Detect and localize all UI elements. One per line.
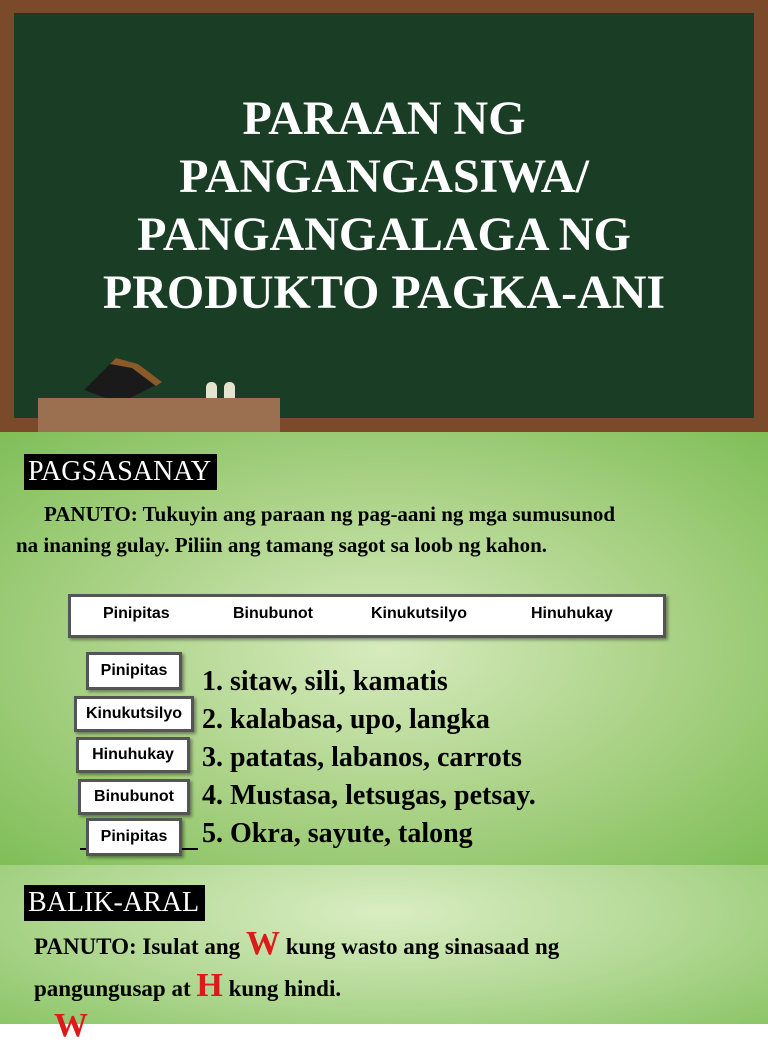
answer-box-3: Hinuhukay xyxy=(76,737,190,773)
answer-box-2: Kinukutsilyo xyxy=(74,696,194,732)
title-line-3: PANGANGALAGA NG xyxy=(137,208,631,261)
instruction-line-1 xyxy=(34,924,559,967)
instr-text: kung wasto ang sinasaad ng xyxy=(279,934,560,959)
letter-h: H xyxy=(196,967,223,1004)
choice-hinuhukay: Hinuhukay xyxy=(531,605,613,622)
instruction-line-2 xyxy=(34,966,341,1009)
instruction-line-2: na inaning gulay. Piliin ang tamang sagot sa loob ng kahon. xyxy=(16,533,547,557)
instr-text: PANUTO: Isulat ang xyxy=(34,934,246,959)
section-label: BALIK-ARAL xyxy=(24,885,205,921)
answer-box-4: Binubunot xyxy=(78,779,190,815)
instruction-line-1: PANUTO: Tukuyin ang paraan ng pag-aani ng mga sumusunod xyxy=(44,502,616,526)
letter-w: W xyxy=(245,925,280,962)
item-2: 2. kalabasa, upo, langka xyxy=(202,704,490,735)
answer-box-5: Pinipitas xyxy=(86,818,182,856)
instr-text: kung hindi. xyxy=(222,976,342,1001)
choices-box xyxy=(68,594,666,638)
answer-box-1: Pinipitas xyxy=(86,652,182,690)
item-1: 1. sitaw, sili, kamatis xyxy=(202,666,448,697)
eraser-icon xyxy=(76,352,176,402)
title-line-4: PRODUKTO PAGKA-ANI xyxy=(102,266,666,319)
slide-title xyxy=(0,90,768,322)
section-label: PAGSASANAY xyxy=(24,454,217,490)
chalk-ledge xyxy=(38,398,280,432)
title-slide xyxy=(0,0,768,432)
item-4: 4. Mustasa, letsugas, petsay. xyxy=(202,780,536,811)
choice-binubunot: Binubunot xyxy=(233,605,313,622)
choice-kinukutsilyo: Kinukutsilyo xyxy=(371,605,468,622)
item-5: 5. Okra, sayute, talong xyxy=(202,818,473,849)
answer-w-partial: W xyxy=(54,1007,88,1044)
instr-text: pangungusap at xyxy=(34,976,197,1001)
item-3: 3. patatas, labanos, carrots xyxy=(202,742,522,773)
title-line-1: PARAAN NG xyxy=(242,92,526,145)
choice-pinipitas: Pinipitas xyxy=(103,605,170,622)
title-line-2: PANGANGASIWA/ xyxy=(179,150,589,203)
